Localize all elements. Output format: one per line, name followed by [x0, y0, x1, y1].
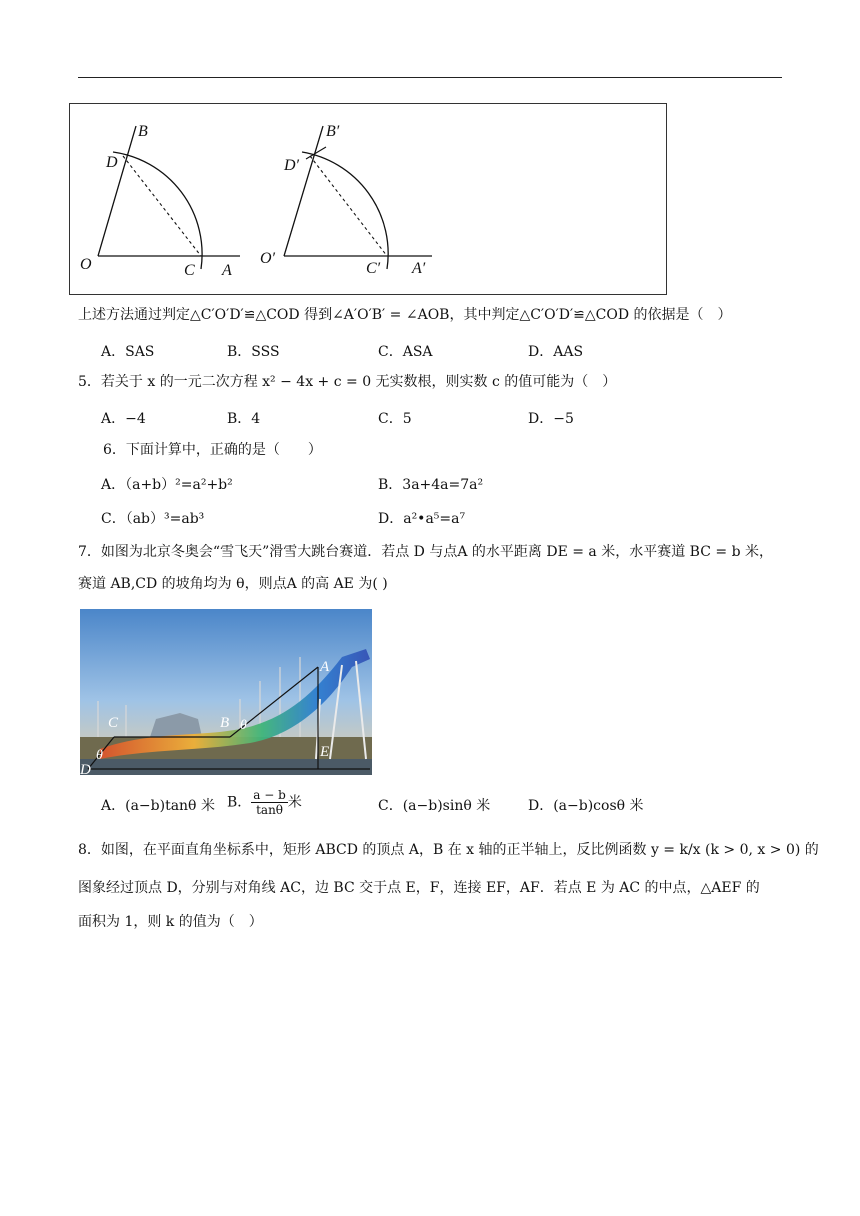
label-d: D	[106, 154, 118, 171]
arc-c-prime-d-prime	[302, 152, 388, 269]
q8-line1: 8．如图，在平面直角坐标系中，矩形 ABCD 的顶点 A，B 在 x 轴的正半轴上，反比例函数 y = k/x (k > 0, x > 0) 的	[78, 842, 819, 858]
label-d-prime: D′	[284, 157, 300, 174]
ski-jump-photo	[80, 609, 372, 775]
photo-label-b: B	[220, 715, 230, 731]
photo-label-d: D	[80, 762, 91, 775]
q5-option-c: C．5	[378, 411, 412, 427]
q7-option-a: A．(a−b)tanθ 米	[101, 798, 215, 814]
label-c: C	[184, 262, 195, 279]
photo-label-e: E	[320, 744, 330, 760]
q4-option-d: D．AAS	[528, 344, 584, 360]
q5-option-d: D．−5	[528, 411, 574, 427]
q5-option-a: A．−4	[101, 411, 146, 427]
ski-jump-illustration	[80, 609, 372, 775]
arc-cd	[113, 152, 202, 269]
q4-stem: 上述方法通过判定△C′O′D′≌△COD 得到∠A′O′B′ = ∠AOB，其中判定△C′O′D′≌△COD 的依据是（ ）	[78, 307, 732, 323]
segment-c-prime-d-prime	[310, 156, 387, 256]
ray-o-prime-b-prime	[284, 126, 323, 256]
photo-label-theta-d: θ	[96, 748, 103, 763]
label-b-prime: B′	[326, 123, 340, 140]
photo-label-c: C	[108, 715, 119, 731]
angle-construction-figure	[69, 103, 667, 295]
q7-option-b-denominator: tanθ	[256, 803, 284, 817]
construction-diagram	[70, 104, 668, 296]
label-o-prime: O′	[260, 250, 276, 267]
q5-option-b: B．4	[227, 411, 261, 427]
q6-option-a: A．（a+b）²=a²+b²	[101, 477, 233, 493]
q5-stem: 5．若关于 x 的一元二次方程 x² − 4x + c = 0 无实数根，则实数 c 的值可能为（ ）	[78, 374, 617, 390]
header-rule	[78, 77, 782, 78]
q8-line2: 图象经过顶点 D，分别与对角线 AC，边 BC 交于点 E，F，连接 EF，AF．若点 E 为 AC 的中点，△AEF 的	[78, 880, 760, 896]
q6-option-c: C．（ab）³=ab³	[101, 511, 205, 527]
q7-option-b-fraction	[251, 788, 288, 817]
q7-option-b-numerator: a − b	[253, 788, 286, 802]
q6-option-b: B．3a+4a=7a²	[378, 477, 484, 493]
label-c-prime: C′	[366, 260, 381, 277]
photo-label-a: A	[320, 659, 330, 675]
q4-option-b: B．SSS	[227, 344, 280, 360]
q4-option-c: C．ASA	[378, 344, 433, 360]
q7-option-b-suffix: 米	[287, 794, 302, 811]
q7-option-b-prefix: B．	[227, 794, 252, 811]
q7-option-d: D．(a−b)cosθ 米	[528, 798, 644, 814]
ray-ob	[98, 126, 136, 256]
q8-line3: 面积为 1，则 k 的值为（ ）	[78, 914, 263, 930]
q4-option-a: A．SAS	[101, 344, 155, 360]
q7-line1: 7．如图为北京冬奥会“雪飞天”滑雪大跳台赛道．若点 D 与点A 的水平距离 DE = a 米，水平赛道 BC = b 米，	[78, 544, 773, 560]
q7-option-b	[227, 788, 302, 817]
q6-option-d: D．a²•a⁵=a⁷	[378, 511, 466, 527]
label-a: A	[222, 262, 232, 279]
q6-stem: 6．下面计算中，正确的是（ ）	[103, 442, 322, 458]
q7-line2: 赛道 AB,CD 的坡角均为 θ，则点A 的高 AE 为( )	[78, 576, 388, 592]
label-o: O	[80, 256, 92, 273]
q7-option-c: C．(a−b)sinθ 米	[378, 798, 491, 814]
label-a-prime: A′	[412, 260, 426, 277]
label-b: B	[138, 123, 148, 140]
segment-cd	[123, 156, 201, 256]
photo-label-theta-b: θ	[240, 718, 247, 733]
